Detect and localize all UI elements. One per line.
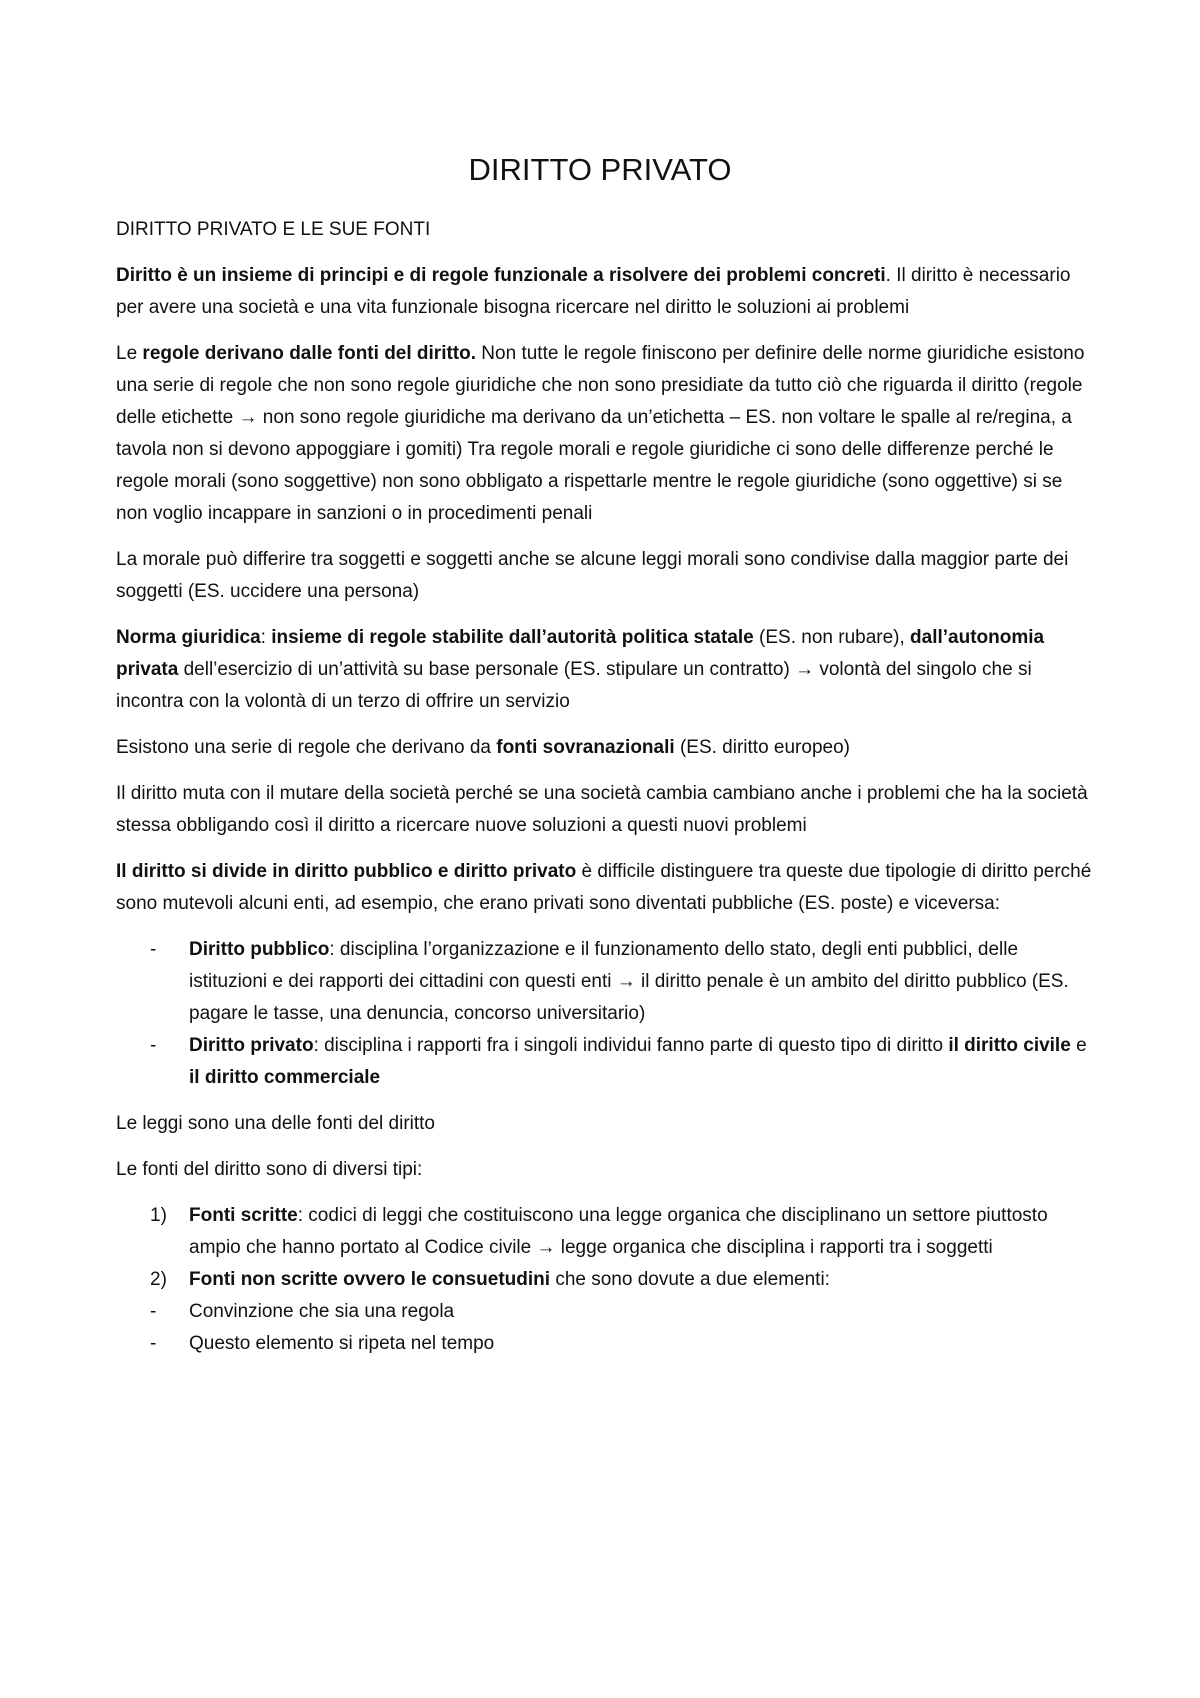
text: Non tutte le regole finiscono per definire delle norme giuridiche esistono una serie di regole che non sono regole giuridiche che non sono presidiate da tutto ciò che riguarda il diritto (regole delle etichette → non sono regole giuridiche ma derivano da un’etichetta – ES. non voltare le spalle al re/regina, a tavola non si devono appoggiare i gomiti) Tra regole morali e regole giuridiche ci sono delle differenze perché le regole morali (sono soggettive) non sono obbligato a rispettarle mentre le regole giuridiche (sono oggettive) si se non voglio incappare in sanzioni o in procedimenti penali	[116, 343, 1085, 524]
dash-marker: -	[150, 1301, 157, 1322]
list-item	[116, 1296, 1096, 1328]
document-title: DIRITTO PRIVATO	[468, 152, 732, 187]
text: e	[1070, 1035, 1087, 1056]
paragraph-morale: La morale può differire tra soggetti e soggetti anche se alcune leggi morali sono condivise dalla maggior parte dei soggetti (ES. uccidere una persona)	[116, 549, 1069, 602]
list-item	[116, 1030, 1096, 1094]
text: (ES. non rubare),	[753, 627, 911, 648]
paragraph-diritto-muta: Il diritto muta con il mutare della società perché se una società cambia cambiano anche i problemi che ha la società stessa obbligando così il diritto a ricercare nuove soluzioni a questi nuovi problemi	[116, 783, 1088, 836]
paragraph-fonti-sovranazionali	[116, 732, 1096, 764]
bold-text: Diritto pubblico	[189, 939, 330, 960]
text: : disciplina i rapporti fra i singoli individui fanno parte di questo tipo di diritto	[313, 1035, 949, 1056]
section-heading: DIRITTO PRIVATO E LE SUE FONTI	[116, 219, 431, 240]
bold-text: Il diritto si divide in diritto pubblico e diritto privato	[116, 861, 577, 882]
number-marker: 1)	[150, 1205, 167, 1226]
paragraph-divisione	[116, 856, 1096, 920]
bold-text: Diritto è un insieme di principi e di regole funzionale a risolvere dei problemi concreti	[116, 265, 886, 286]
text: dell’esercizio di un’attività su base personale (ES. stipulare un contratto) → volontà del singolo che si incontra con la volontà di un terzo di offrire un servizio	[116, 659, 1032, 712]
bold-text: fonti sovranazionali	[496, 737, 675, 758]
text: Questo elemento si ripeta nel tempo	[189, 1333, 495, 1354]
list-fonti	[116, 1200, 1096, 1296]
bold-text: il diritto civile	[948, 1035, 1071, 1056]
text: Le	[116, 343, 143, 364]
list-item	[116, 934, 1096, 1030]
list-item	[116, 1328, 1096, 1360]
bold-text: dall’autonomia privata	[116, 627, 1045, 680]
text: che sono dovute a due elementi:	[550, 1269, 830, 1290]
list-item	[116, 1264, 1096, 1296]
paragraph-fonti-tipi: Le fonti del diritto sono di diversi tipi:	[116, 1159, 423, 1180]
text: : disciplina l’organizzazione e il funzionamento dello stato, degli enti pubblici, delle istituzioni e dei rapporti dei cittadini con questi enti → il diritto penale è un ambito del diritto pubblico (ES. pagare le tasse, una denuncia, concorso universitario)	[189, 939, 1069, 1024]
dash-marker: -	[150, 1333, 157, 1354]
text: :	[260, 627, 272, 648]
paragraph-leggi: Le leggi sono una delle fonti del diritto	[116, 1113, 436, 1134]
bold-text: Fonti non scritte ovvero le consuetudini	[189, 1269, 551, 1290]
paragraph-definition	[116, 260, 1096, 324]
text: . Il diritto è necessario per avere una società e una vita funzionale bisogna ricercare nel diritto le soluzioni ai problemi	[116, 265, 1071, 318]
text: Convinzione che sia una regola	[189, 1301, 455, 1322]
list-item	[116, 1200, 1096, 1264]
bold-text: regole derivano dalle fonti del diritto.	[142, 343, 477, 364]
bold-text: Fonti scritte	[189, 1205, 298, 1226]
document-body	[116, 214, 1096, 1374]
text: (ES. diritto europeo)	[674, 737, 850, 758]
paragraph-norma-giuridica	[116, 622, 1096, 718]
list-consuetudini-elements	[116, 1296, 1096, 1360]
text: : codici di leggi che costituiscono una legge organica che disciplinano un settore piuttosto ampio che hanno portato al Codice civile → legge organica che disciplina i rapporti tra i soggetti	[189, 1205, 1048, 1258]
text: Esistono una serie di regole che derivano da	[116, 737, 497, 758]
bold-text: Norma giuridica	[116, 627, 261, 648]
list-diritto-types	[116, 934, 1096, 1094]
dash-marker: -	[150, 939, 157, 960]
paragraph-rules	[116, 338, 1096, 530]
bold-text: il diritto commerciale	[189, 1067, 381, 1088]
bold-text: insieme di regole stabilite dall’autorità politica statale	[271, 627, 754, 648]
text: è difficile distinguere tra queste due tipologie di diritto perché sono mutevoli alcuni enti, ad esempio, che erano privati sono diventati pubbliche (ES. poste) e viceversa:	[116, 861, 1092, 914]
bold-text: Diritto privato	[189, 1035, 314, 1056]
number-marker: 2)	[150, 1269, 167, 1290]
dash-marker: -	[150, 1035, 157, 1056]
